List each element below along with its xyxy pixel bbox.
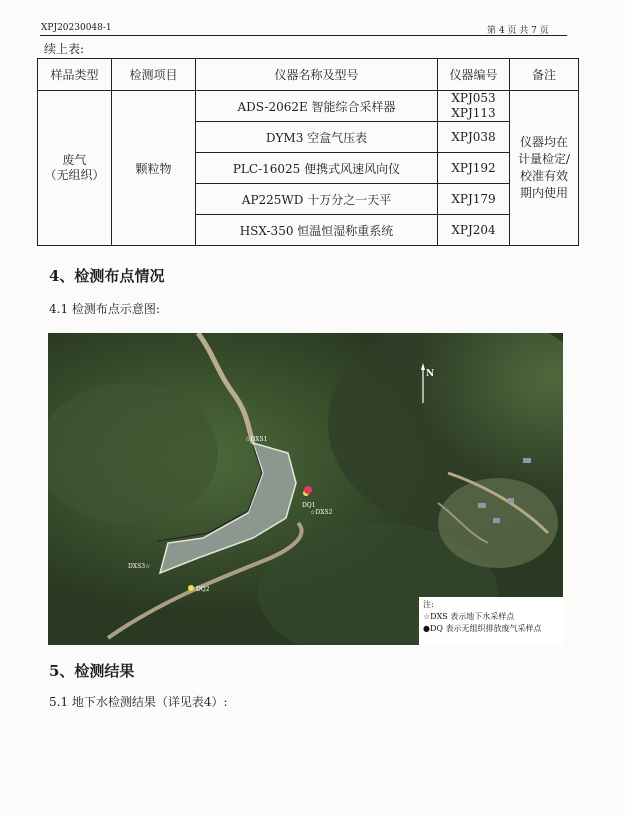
sampling-site-map xyxy=(48,333,563,645)
section-4-title: 4、检测布点情况 xyxy=(49,267,165,285)
header-rule xyxy=(40,35,567,36)
section-5-1-title: 5.1 地下水检测结果（详见表4）: xyxy=(49,695,228,709)
cell-remark: 仪器均在 计量检定/ 校准有效 期内使用 xyxy=(510,91,579,246)
label-dxs3: DXS3☆ xyxy=(128,563,151,570)
header-test-item: 检测项目 xyxy=(112,59,196,91)
legend-exhaust: ●DQ 表示无组织排放废气采样点 xyxy=(423,624,542,633)
cell-instrument-number: XPJ204 xyxy=(438,215,510,246)
cell-instrument-name: PLC-16025 便携式风速风向仪 xyxy=(196,153,438,184)
label-dxs2: ☆DXS2 xyxy=(310,509,333,516)
document-number: XPJ20230048-1 xyxy=(41,23,112,33)
section-5-title: 5、检测结果 xyxy=(49,662,135,680)
header-remark: 备注 xyxy=(510,59,579,91)
cell-sample-type: 废气 （无组织） xyxy=(38,91,112,246)
cell-instrument-name: AP225WD 十万分之一天平 xyxy=(196,184,438,215)
cell-test-item: 颗粒物 xyxy=(112,91,196,246)
table-continued-label: 续上表: xyxy=(44,42,85,56)
instrument-table xyxy=(37,58,579,246)
north-label: N xyxy=(426,369,435,379)
map-legend xyxy=(419,597,563,645)
cell-instrument-number: XPJ053 XPJ113 xyxy=(438,91,510,122)
cell-instrument-name: DYM3 空盒气压表 xyxy=(196,122,438,153)
north-arrow xyxy=(421,363,425,403)
header-instrument-number: 仪器编号 xyxy=(438,59,510,91)
cell-instrument-name: ADS-2062E 智能综合采样器 xyxy=(196,91,438,122)
section-4-1-title: 4.1 检测布点示意图: xyxy=(49,302,160,316)
legend-groundwater: ☆DXS 表示地下水采样点 xyxy=(423,612,515,621)
label-dq1: DQ1 xyxy=(302,502,316,509)
cell-instrument-number: XPJ192 xyxy=(438,153,510,184)
label-dq2: DQ2 xyxy=(196,586,210,593)
page-number: 第 4 页 共 7 页 xyxy=(487,26,549,36)
header-instrument-name: 仪器名称及型号 xyxy=(196,59,438,91)
cell-instrument-name: HSX-350 恒温恒湿称重系统 xyxy=(196,215,438,246)
cell-instrument-number: XPJ179 xyxy=(438,184,510,215)
label-dxs1: ☆DXS1 xyxy=(245,436,268,443)
header-sample-type: 样品类型 xyxy=(38,59,112,91)
cell-instrument-number: XPJ038 xyxy=(438,122,510,153)
legend-title: 注: xyxy=(423,600,434,609)
